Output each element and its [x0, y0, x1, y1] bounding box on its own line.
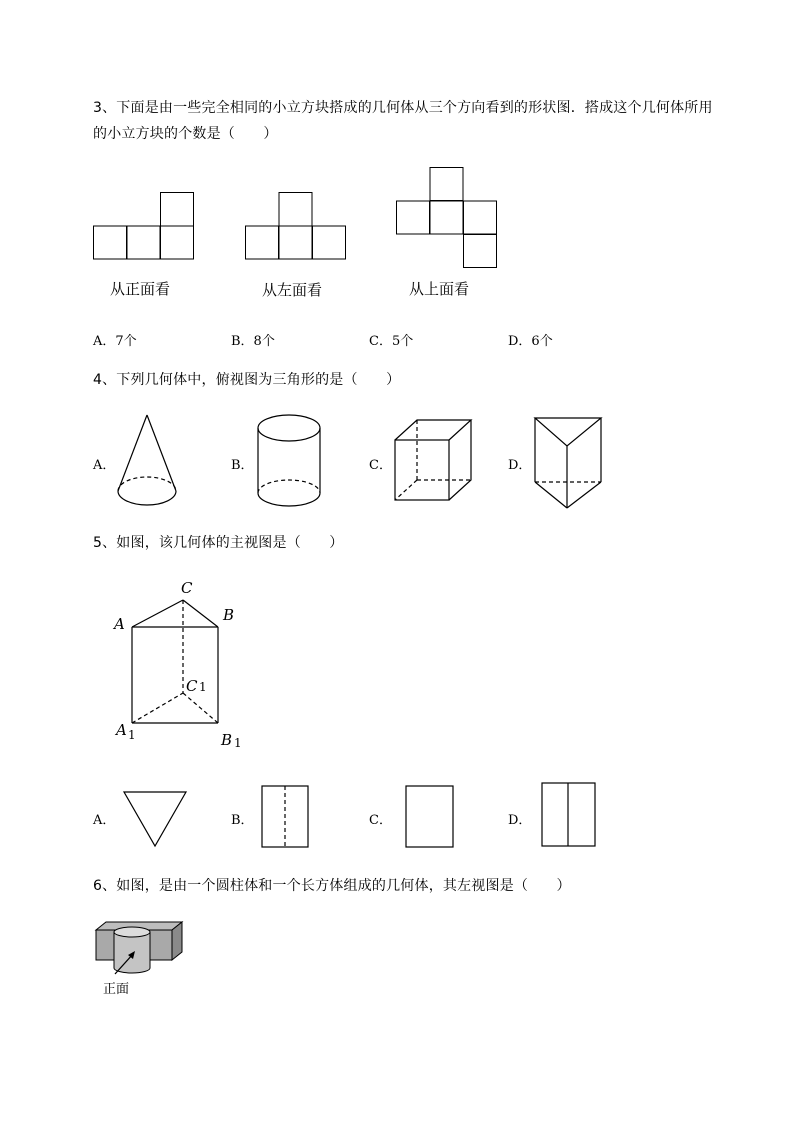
q3-top-view [396, 167, 498, 269]
q5-option-c[interactable]: C． [369, 813, 392, 828]
q3-caption-front: 从正面看 [110, 280, 171, 298]
q5-label-a1: A [116, 721, 127, 739]
q4-cube-figure [393, 418, 473, 503]
q5-label-b1-sub: 1 [234, 736, 242, 750]
q4-prism-figure [533, 416, 605, 512]
q6-stem: 6、如图，是由一个圆柱体和一个长方体组成的几何体，其左视图是（ ） [93, 878, 571, 894]
q5-label-c1: C [186, 677, 198, 695]
q3-stem-line2: 的小立方块的个数是（ ） [93, 126, 278, 142]
q3-front-view [93, 192, 195, 260]
q5-option-b-figure [261, 785, 311, 849]
q5-prism-figure [110, 575, 260, 755]
q4-stem: 4、下列几何体中，俯视图为三角形的是（ ） [93, 372, 401, 388]
q4-option-b[interactable]: B． [231, 458, 254, 473]
q5-option-d[interactable]: D． [508, 813, 532, 828]
q4-cylinder-figure [256, 413, 322, 511]
q5-option-b[interactable]: B． [231, 813, 254, 828]
q6-front-label: 正面 [103, 982, 130, 997]
q3-option-c[interactable]: C．5个 [369, 334, 414, 349]
q5-label-c1-sub: 1 [199, 680, 207, 694]
q3-option-d[interactable]: D．6个 [508, 334, 553, 349]
q5-option-d-figure [541, 782, 597, 848]
q5-label-b1: B [221, 731, 233, 749]
q3-left-view [245, 192, 347, 260]
q3-stem-line1: 3、下面是由一些完全相同的小立方块搭成的几何体从三个方向看到的形状图．搭成这个几何体所用 [93, 100, 713, 116]
q5-label-b: B [223, 606, 235, 624]
q5-label-a1-sub: 1 [128, 728, 136, 742]
q5-label-c: C [181, 579, 193, 597]
q4-option-c[interactable]: C． [369, 458, 392, 473]
q4-cone-figure [114, 413, 180, 509]
q3-option-a[interactable]: A．7个 [93, 334, 137, 349]
q5-option-c-figure [405, 785, 455, 849]
q4-option-d[interactable]: D． [508, 458, 532, 473]
q4-option-a[interactable]: A． [93, 458, 116, 473]
q3-option-b[interactable]: B．8个 [231, 334, 275, 349]
q5-option-a-figure [122, 790, 188, 848]
q6-solid-figure [93, 918, 188, 980]
q3-caption-left: 从左面看 [262, 281, 323, 299]
q3-caption-top: 从上面看 [409, 280, 470, 298]
q5-stem: 5、如图，该几何体的主视图是（ ） [93, 535, 344, 551]
q5-option-a[interactable]: A． [93, 813, 116, 828]
q5-label-a: A [114, 615, 125, 633]
